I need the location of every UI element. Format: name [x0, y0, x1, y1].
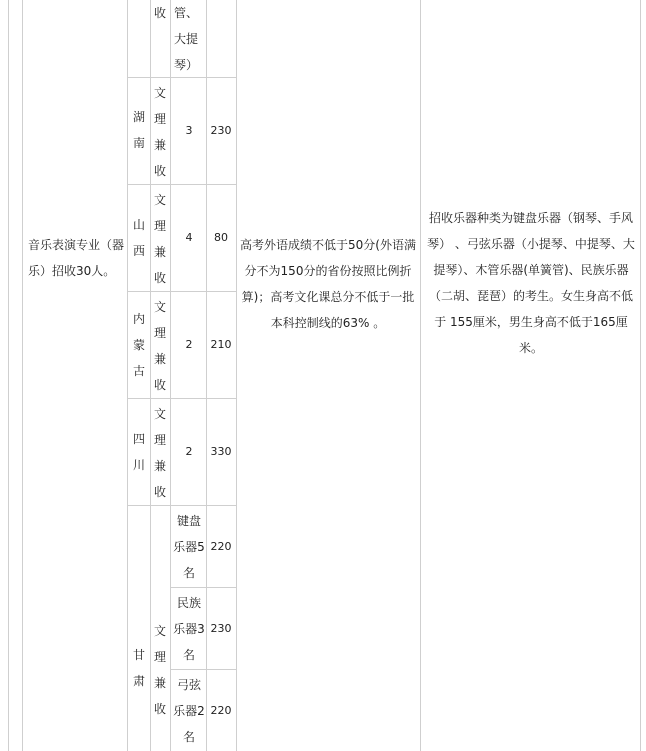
type-hunan: 文理兼收	[153, 86, 166, 178]
score-sichuan: 330	[210, 445, 232, 458]
col-divider-type	[150, 0, 151, 751]
instrument-requirement-cell: 招收乐器种类为键盘乐器（钢琴、手风琴） 、弓弦乐器（小提琴、中提琴、大提琴）、木管乐器(单簧管)、民族乐器（二胡、琵琶）的考生。女生身高不低于 155厘米，男生身高不低于165厘米。	[427, 211, 635, 355]
col-divider-gansu-label	[170, 505, 171, 751]
count-shanxi: 4	[185, 231, 193, 244]
gansu-string-label: 弓弦乐器2名	[173, 678, 205, 744]
count-hunan: 3	[185, 124, 193, 137]
gansu-folk-label: 民族乐器3名	[173, 596, 205, 662]
score-neimenggu: 210	[210, 338, 232, 351]
province-shanxi: 山西	[132, 218, 145, 258]
col-divider-instr	[420, 0, 421, 751]
table-border-left-outer	[8, 0, 9, 751]
col-divider-count	[170, 0, 171, 505]
major-cell: 音乐表演专业（器乐）招收30人。	[28, 238, 125, 278]
gansu-subrow-divider-2	[170, 669, 236, 670]
col-divider-score	[206, 0, 207, 751]
top-note: 管、大提琴）	[174, 6, 199, 72]
score-shanxi: 80	[214, 231, 228, 244]
type-shanxi: 文理兼收	[153, 193, 166, 285]
score-requirement-cell: 高考外语成绩不低于50分(外语满分不为150分的省份按照比例折算)；高考文化课总分不低于一批本科控制线的63% 。	[240, 238, 416, 330]
gansu-keyboard-label: 键盘乐器5名	[173, 514, 205, 580]
row-divider-3	[127, 291, 236, 292]
type-neimenggu: 文理兼收	[153, 300, 166, 392]
gansu-subrow-divider-1	[170, 587, 236, 588]
province-sichuan: 四川	[132, 432, 145, 472]
province-hunan: 湖南	[132, 110, 145, 150]
type-sichuan: 文理兼收	[153, 407, 166, 499]
col-divider-major	[127, 0, 128, 751]
gansu-string-score: 220	[210, 704, 232, 717]
count-sichuan: 2	[185, 445, 193, 458]
score-hunan: 230	[210, 124, 232, 137]
top-type-tail: 收	[153, 6, 166, 20]
table-border-left	[22, 0, 23, 751]
gansu-keyboard-score: 220	[210, 540, 232, 553]
col-divider-req	[236, 0, 237, 751]
row-divider-2	[127, 184, 236, 185]
province-gansu: 甘肃	[132, 648, 145, 688]
type-gansu: 文理兼收	[153, 624, 166, 716]
count-neimenggu: 2	[185, 338, 193, 351]
province-neimenggu: 内蒙古	[132, 312, 145, 378]
row-divider-4	[127, 398, 236, 399]
gansu-folk-score: 230	[210, 622, 232, 635]
col-divider-right	[640, 0, 641, 751]
row-divider-5	[127, 505, 236, 506]
